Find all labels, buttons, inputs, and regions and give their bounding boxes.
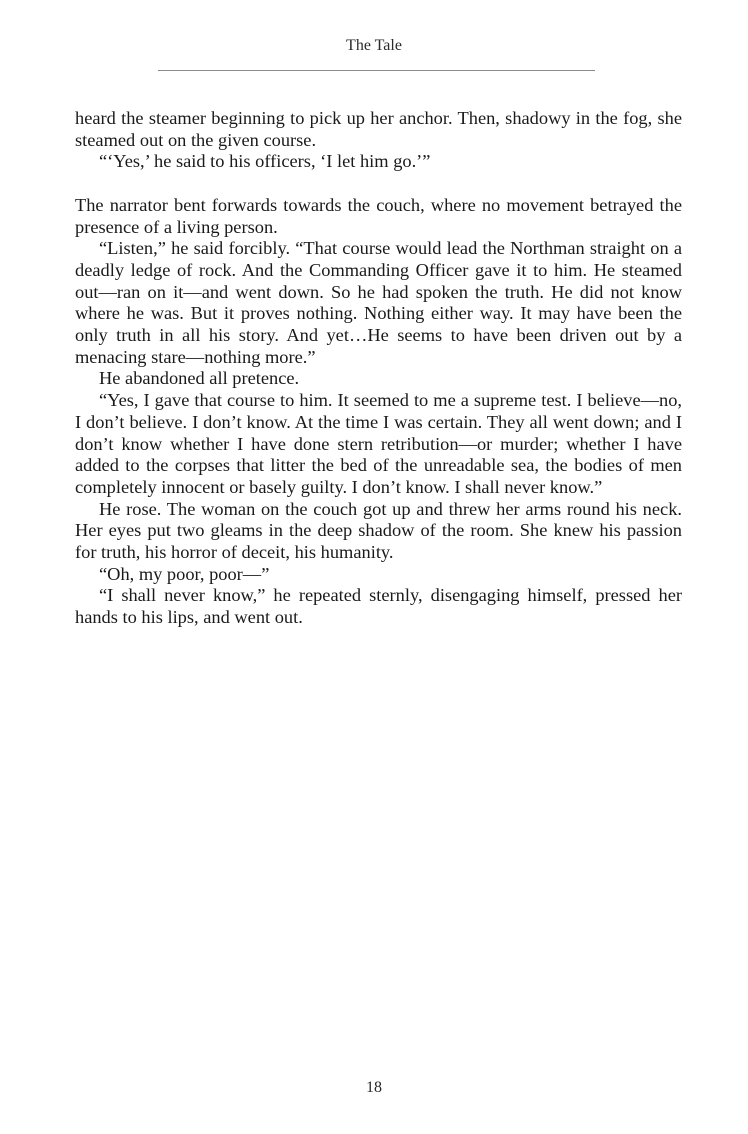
paragraph: “I shall never know,” he repeated sternly, disengaging himself, pressed her hands to his lips, and went out. — [75, 585, 682, 628]
paragraph: He abandoned all pretence. — [99, 368, 300, 389]
page-number: 18 — [366, 1079, 382, 1096]
paragraph-continued: heard the steamer beginning to pick up her anchor. Then, shadowy in the fog, she steamed out on the given course. — [75, 108, 682, 150]
running-head-title: The Tale — [346, 37, 402, 54]
paragraph: “Listen,” he said forcibly. “That course would lead the Northman straight on a deadly ledge of rock. And the Commanding Officer gave it to him. He steamed out—ran on it—and went down. So he had spoken the truth. He did not know where he was. But it proves nothing. Nothing either way. It may have been the only truth in all his story. And yet…He seems to have been driven out by a menacing stare—nothing more.” — [75, 238, 682, 367]
paragraph: “Yes, I gave that course to him. It seemed to me a supreme test. I believe—no, I don’t believe. I don’t know. At the time I was certain. They all went down; and I don’t know whether I have done stern retribution—or murder; whether I have added to the corpses that litter the bed of the unreadable sea, the bodies of men completely innocent or basely guilty. I don’t know. I shall never know.” — [75, 390, 682, 497]
paragraph: “Oh, my poor, poor—” — [99, 563, 270, 584]
paragraph: He rose. The woman on the couch got up and threw her arms round his neck. Her eyes put two gleams in the deep shadow of the room. She knew his passion for truth, his horror of deceit, his humanity. — [75, 498, 682, 563]
paragraph-section-start: The narrator bent forwards towards the couch, where no movement betrayed the presence of a living person. — [75, 194, 682, 237]
header-divider — [158, 70, 595, 71]
body-text — [75, 108, 682, 629]
paragraph: “‘Yes,’ he said to his officers, ‘I let him go.’” — [99, 151, 431, 172]
